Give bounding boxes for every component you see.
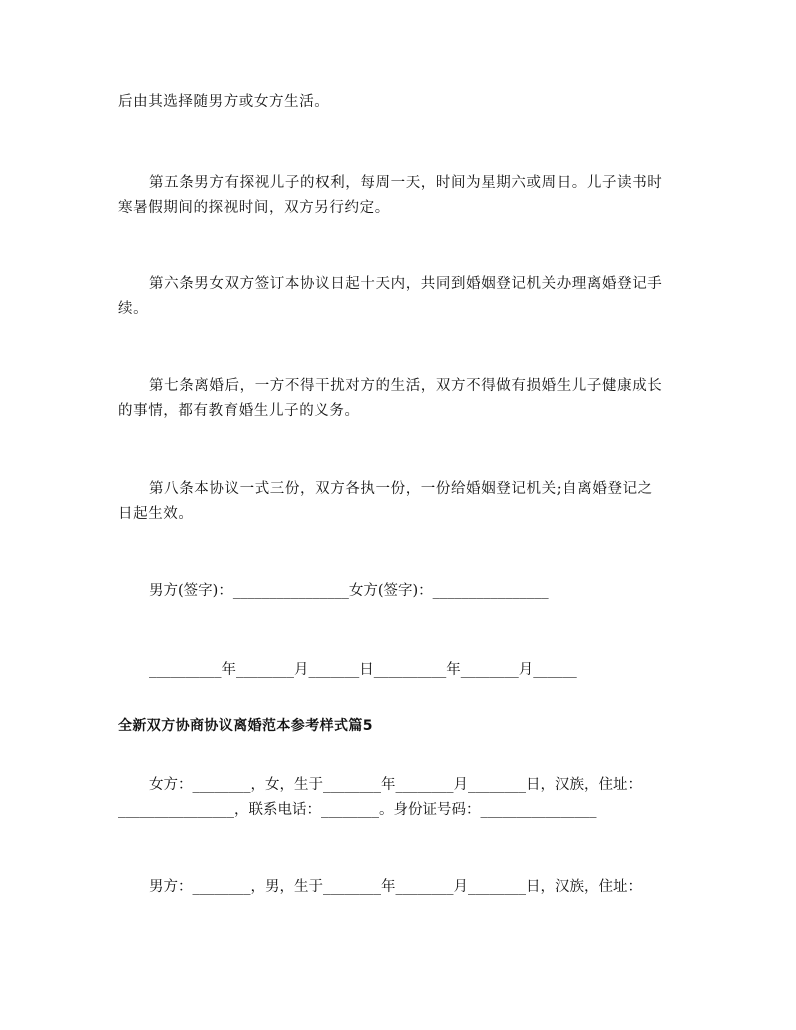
article-8-line-1: 第八条本协议一式三份，双方各执一份，一份给婚姻登记机关;自离婚登记之	[149, 481, 653, 497]
female-party-line-2: ________________，联系电话：________。身份证号码：________________	[118, 802, 597, 818]
article-6-line-2: 续。	[118, 301, 149, 317]
article-7-line-2: 的事情，都有教育婚生儿子的义务。	[118, 403, 360, 419]
signature-line: 男方(签字)：________________女方(签字)：________________	[149, 583, 549, 599]
female-party-line-1: 女方：________，女，生于________年________月________日，汉族，住址：	[149, 777, 642, 793]
paragraph-intro-tail: 后由其选择随男方或女方生活。	[118, 94, 330, 110]
article-7-line-1: 第七条离婚后，一方不得干扰对方的生活，双方不得做有损婚生儿子健康成长	[149, 378, 663, 394]
article-8-line-2: 日起生效。	[118, 506, 194, 522]
article-5-line-2: 寒暑假期间的探视时间，双方另行约定。	[118, 200, 390, 216]
article-5-line-1: 第五条男方有探视儿子的权利，每周一天，时间为星期六或周日。儿子读书时	[149, 175, 663, 191]
section-heading: 全新双方协商协议离婚范本参考样式篇5	[118, 718, 373, 734]
date-line: __________年________月_______日__________年________月______	[149, 662, 577, 678]
article-6-line-1: 第六条男女双方签订本协议日起十天内，共同到婚姻登记机关办理离婚登记手	[149, 276, 663, 292]
male-party-line-1: 男方：________，男，生于________年________月________日，汉族，住址：	[149, 879, 642, 895]
